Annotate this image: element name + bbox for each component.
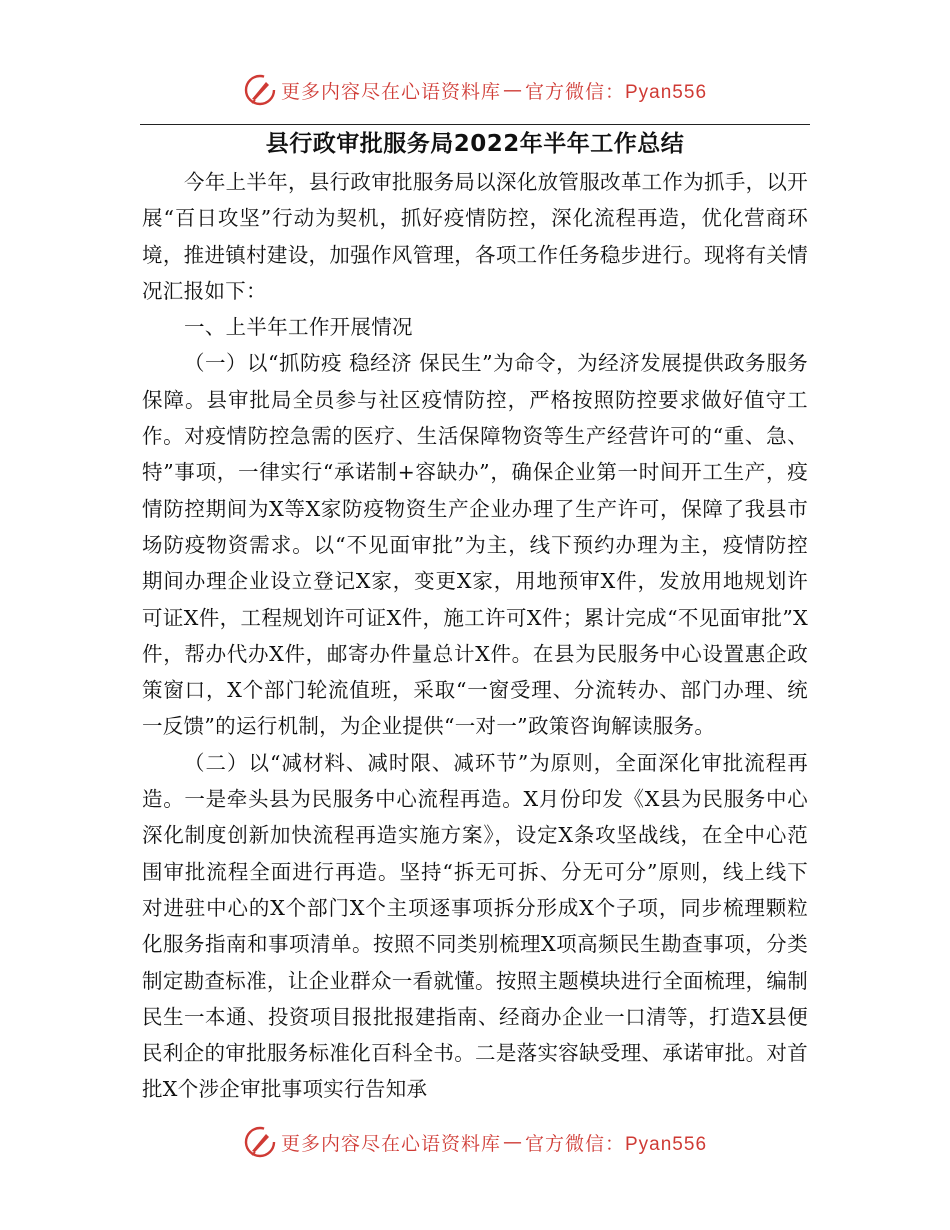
watermark-contact: 官方微信：Pyan556: [525, 1133, 708, 1155]
watermark-footer: [0, 1122, 950, 1162]
paragraph-intro: 今年上半年，县行政审批服务局以深化放管服改革工作为抓手，以开展“百日攻坚”行动为契机，抓好疫情防控，深化流程再造，优化营商环境，推进镇村建设，加强作风管理，各项工作任务稳步进行。现将有关情况汇报如下：: [142, 170, 809, 303]
watermark-separator: —: [503, 79, 523, 101]
paragraph-section-1-2: （二）以“减材料、减时限、减环节”为原则，全面深化审批流程再造。一是牵头县为民服务中心流程再造。X月份印发《X县为民服务中心深化制度创新加快流程再造实施方案》，设定X条攻坚战线，在全中心范围审批流程全面进行再造。坚持“拆无可拆、分无可分”原则，线上线下对进驻中心的X个部门X个主项逐事项拆分形成X个子项，同步梳理颗粒化服务指南和事项清单。按照不同类别梳理X项高频民生勘查事项，分类制定勘查标准，让企业群众一看就懂。按照主题模块进行全面梳理，编制民生一本通、投资项目报批报建指南、经商办企业一口清等，打造X县便民利企的审批服务标准化百科全书。二是落实容缺受理、承诺审批。对首批X个涉企审批事项实行告知承: [142, 750, 808, 1102]
quill-pen-logo-icon: [243, 73, 277, 107]
paragraph-section-1-1: （一）以“抓防疫 稳经济 保民生”为命令，为经济发展提供政务服务保障。县审批局全员参与社区疫情防控，严格按照防控要求做好值守工作。对疫情防控急需的医疗、生活保障物资等生产经营许可的“重、急、特”事项，一律实行“承诺制+容缺办”，确保企业第一时间开工生产，疫情防控期间为X等X家防疫物资生产企业办理了生产许可，保障了我县市场防疫物资需求。以“不见面审批”为主，线下预约办理为主，疫情防控期间办理企业设立登记X家，变更X家，用地预审X件，发放用地规划许可证X件，工程规划许可证X件，施工许可X件；累计完成“不见面审批”X件，帮办代办X件，邮寄办件量总计X件。在县为民服务中心设置惠企政策窗口，X个部门轮流值班，采取“一窗受理、分流转办、部门办理、统一反馈”的运行机制，为企业提供“一对一”政策咨询解读服务。: [142, 351, 808, 739]
watermark-contact: 官方微信：Pyan556: [525, 81, 708, 103]
header-rule: [140, 124, 810, 125]
document-title: 县行政审批服务局2022年半年工作总结: [265, 131, 685, 157]
watermark-text: 更多内容尽在心语资料库: [280, 1132, 501, 1155]
section-heading-1: 一、上半年工作开展情况: [184, 315, 413, 340]
quill-pen-logo-icon: [243, 1125, 277, 1159]
watermark-header: [0, 70, 950, 110]
watermark-separator: —: [503, 1131, 523, 1153]
document-body: [142, 164, 808, 1108]
watermark-text: 更多内容尽在心语资料库: [280, 80, 501, 103]
